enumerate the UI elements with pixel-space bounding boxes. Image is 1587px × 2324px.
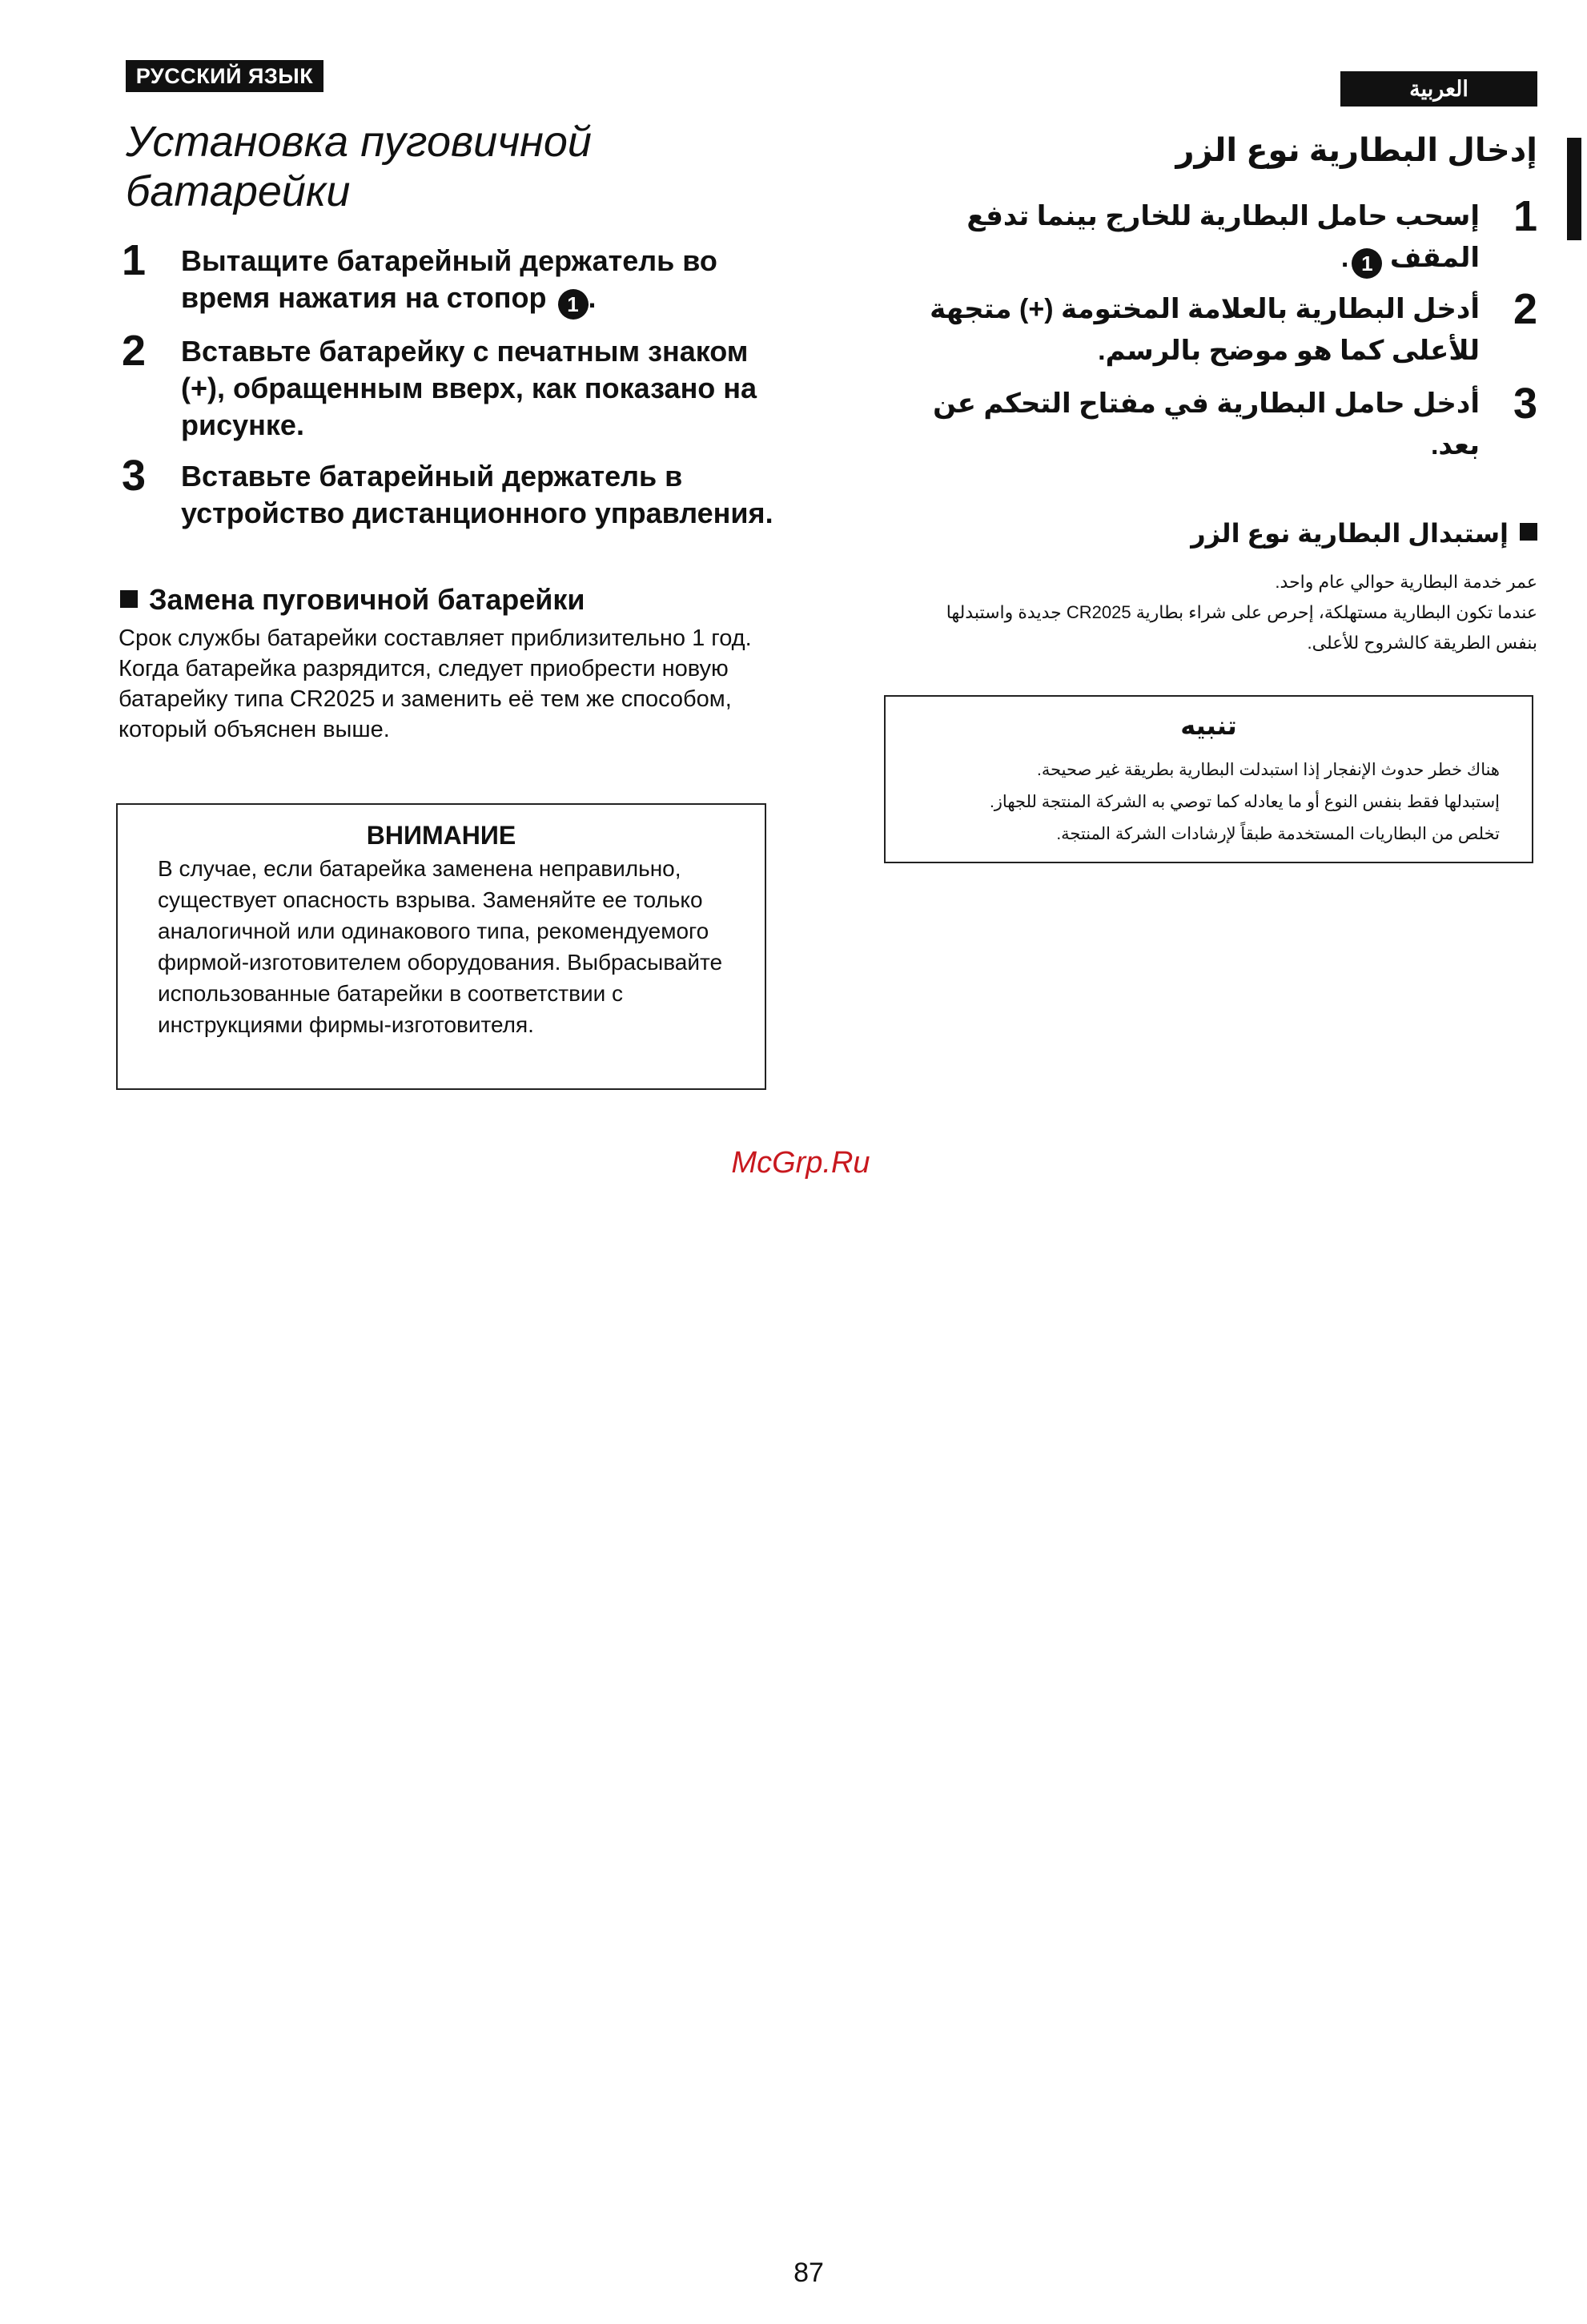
ru-step-3 [122, 452, 778, 578]
step-number: 1 [122, 236, 147, 284]
paragraph: بنفس الطريقة كالشروح للأعلى. [1307, 633, 1537, 653]
step-text: Вставьте батарейный держатель в устройство дистанционного управления. [181, 460, 773, 529]
paragraph: Когда батарейка разрядится, следует приобрести новую батарейку типа CR2025 и заменить её тем же способом, который объяснен выше. [119, 656, 732, 742]
step-text: Вытащите батарейный держатель во время нажатия на стопор 1 . [181, 243, 789, 320]
step-number: 2 [122, 327, 147, 375]
ar-step-2 [881, 285, 1537, 376]
language-tag-arabic: العربية [1340, 71, 1537, 107]
step-text: Вставьте батарейку с печатным знаком (+), обращенным вверх, как показано на рисунке. [181, 335, 757, 441]
notice-line: تخلص من البطاريات المستخدمة طبقاً لإرشادات الشركة المنتجة. [1056, 825, 1500, 843]
step-text: أدخل حامل البطارية في مفتاح التحكم عن بعد. [933, 388, 1480, 460]
paragraph: عندما تكون البطارية مستهلكة، إحرص على شراء بطارية CR2025 جديدة واستبدلها [946, 602, 1537, 622]
paragraph: عمر خدمة البطارية حوالي عام واحد. [1275, 572, 1537, 592]
ru-step-2 [122, 327, 778, 453]
ar-step-1 [881, 192, 1537, 283]
ru-step-1 [122, 236, 778, 323]
paragraph: Срок службы батарейки составляет приблизительно 1 год. [119, 625, 752, 651]
language-tag-russian: РУССКИЙ ЯЗЫК [126, 60, 323, 92]
step-number: 3 [1513, 380, 1537, 428]
replace-body-arabic [881, 567, 1537, 658]
replace-body-russian [119, 623, 775, 745]
warning-title: ВНИМАНИЕ [366, 821, 516, 850]
replace-heading-arabic: إستبدال البطارية نوع الزر [881, 516, 1537, 551]
replace-heading-russian: Замена пуговичной батарейки [120, 581, 585, 618]
circled-number-1-icon: 1 [558, 289, 589, 320]
step-text: إسحب حامل البطارية للخارج بينما تدفع المقف 1. [887, 195, 1480, 279]
notice-line: هناك خطر حدوث الإنفجار إذا استبدلت البطارية بطريقة غير صحيحة. [1037, 761, 1500, 779]
section-edge-marker [1567, 138, 1581, 240]
square-bullet-icon [120, 590, 138, 608]
notice-box-arabic [884, 695, 1533, 863]
square-bullet-icon [1520, 523, 1537, 541]
warning-box-russian [116, 803, 766, 1090]
section-title-russian: Установка пуговичной батарейки [126, 118, 592, 215]
step-number: 2 [1513, 285, 1537, 333]
notice-title: تنبيه [1180, 711, 1237, 740]
warning-text: В случае, если батарейка заменена неправильно, существует опасность взрыва. Заменяйте ее только аналогичной или одинакового типа, рекомендуемого фирмой-изготовителем оборудования. Выбрасывайте использованные батарейки в соответствии с инструкциями фирмы-изготовителя. [158, 856, 723, 1037]
step-text: أدخل البطارية بالعلامة المختومة (+) متجهة للأعلى كما هو موضح بالرسم. [930, 294, 1480, 366]
notice-line: إستبدلها فقط بنفس النوع أو ما يعادله كما توصي به الشركة المنتجة للجهاز. [989, 793, 1500, 811]
notice-text [915, 754, 1500, 850]
ar-step-3 [881, 380, 1537, 471]
step-number: 1 [1513, 192, 1537, 240]
page-number: 87 [794, 2258, 824, 2288]
section-title-arabic: إدخال البطارية نوع الزر [1175, 133, 1537, 168]
circled-number-1-icon: 1 [1352, 248, 1382, 279]
step-number: 3 [122, 452, 147, 500]
watermark-text: McGrp.Ru [731, 1146, 870, 1180]
